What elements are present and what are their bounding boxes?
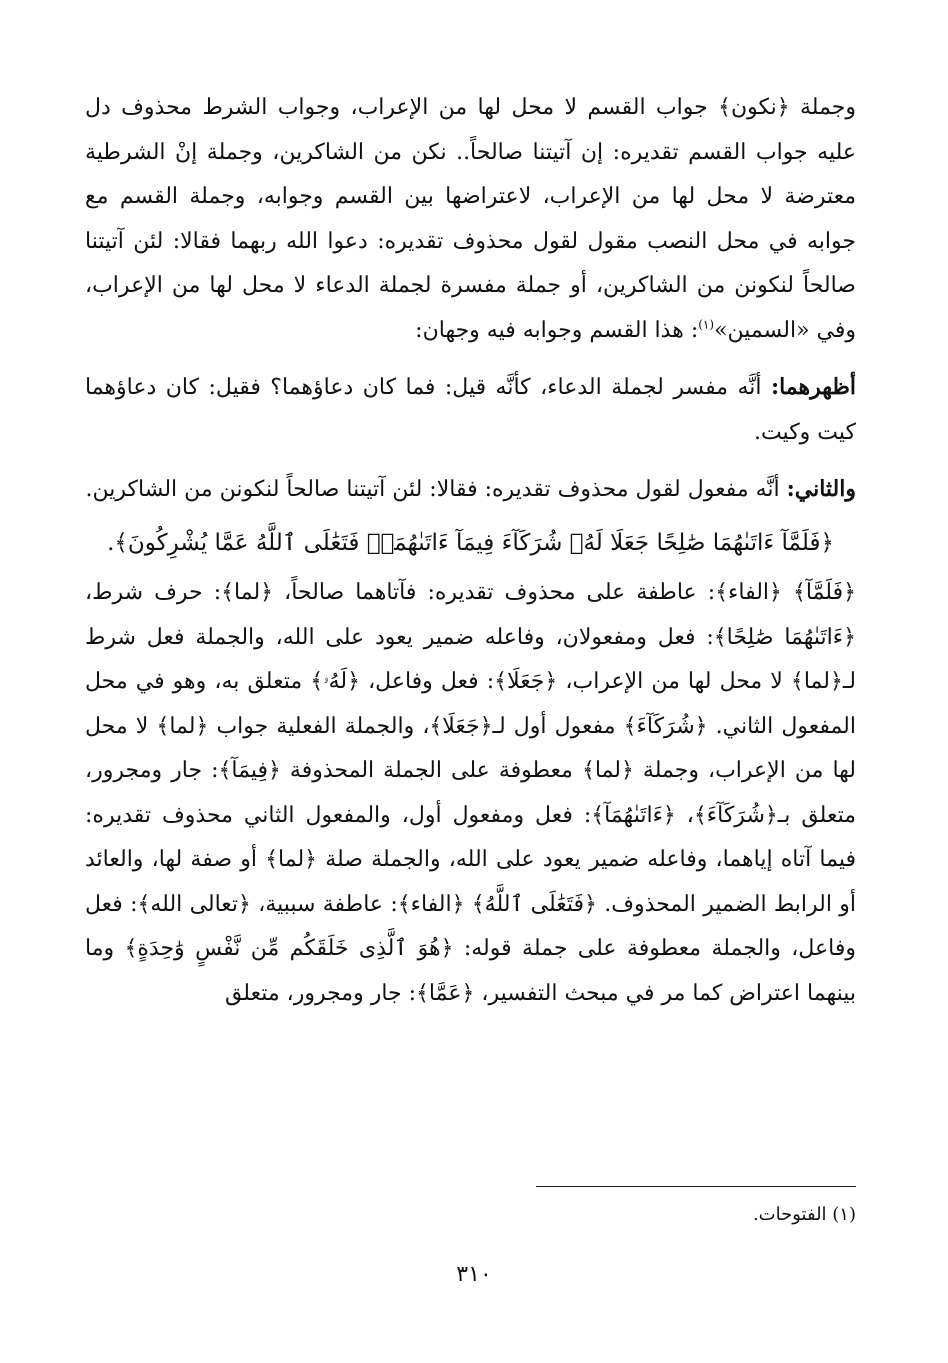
paragraph-intro-ending: : هذا القسم وجوابه فيه وجهان: [415,317,699,343]
paragraph-second-view [85,467,856,513]
second-view-heading: والثاني: [786,476,856,502]
grammar-analysis: ﴿فَلَمَّآ﴾ ﴿الفاء﴾: عاطفة على محذوف تقديره: فآتاهما صالحاً، ﴿لما﴾: حرف شرط، ﴿ءَاتَىٰهُمَا صَٰلِحًا﴾: فعل ومفعولان، وفاعله ضمير يعود على الله، والجملة فعل شرط لـ﴿لما﴾ لا محل لها من الإعراب، ﴿جَعَلَا﴾: فعل وفاعل، ﴿لَهُۥ﴾ متعلق به، وهو في محل المفعول الثاني. ﴿شُرَكَآءَ﴾ مفعول أول لـ﴿جَعَلَا﴾، والجملة الفعلية جواب ﴿لما﴾ لا محل لها من الإعراب، وجملة ﴿لما﴾ معطوفة على الجملة المحذوفة ﴿فِيمَآ﴾: جار ومجرور، متعلق بـ﴿شُرَكَآءَ﴾، ﴿ءَاتَىٰهُمَآ﴾: فعل ومفعول أول، والمفعول الثاني محذوف تقديره: فيما آتاه إياهما، وفاعله ضمير يعود على الله، والجملة صلة ﴿لما﴾ أو صفة لها، والعائد أو الرابط الضمير المحذوف. ﴿فَتَعَٰلَى ٱللَّهُ﴾ ﴿الفاء﴾: عاطفة سببية، ﴿تعالى الله﴾: فعل وفاعل، والجملة معطوفة على جملة قوله: ﴿هُوَ ٱلَّذِى خَلَقَكُم مِّن نَّفْسٍ وَٰحِدَةٍ﴾ وما بينهما اعتراض كما مر في مبحث التفسير، ﴿عَمَّا﴾: جار ومجرور، متعلق [85,580,856,1006]
body-text [85,86,856,1016]
quran-verse: ﴿فَلَمَّآ ءَاتَىٰهُمَا صَٰلِحًا جَعَلَا لَهُۥ شُرَكَآءَ فِيمَآ ءَاتَىٰهُمَاۚ فَتَعَٰلَى ٱللَّهُ عَمَّا يُشْرِكُونَ﴾. [107,529,834,556]
paragraph-intro-text: وجملة ﴿نكون﴾ جواب القسم لا محل لها من الإعراب، وجواب الشرط محذوف دل عليه جواب القسم تقديره: إن آتيتنا صالحاً.. نكن من الشاكرين، وجملة إنْ الشرطية معترضة لا محل لها من الإعراب، لاعتراضها بين القسم وجوابه، وجملة القسم مع جوابه في محل النصب مقول لقول محذوف تقديره: دعوا الله ربهما فقالا: لئن آتيتنا صالحاً لنكونن من الشاكرين، أو جملة مفسرة لجملة الدعاء لا محل لها من الإعراب، وفي «السمين» [85,95,856,343]
page-number: ٣١٠ [456,1262,492,1287]
footnote: (١) الفتوحات. [752,1204,856,1225]
first-view-text: أنَّه مفسر لجملة الدعاء، كأنَّه قيل: فما كان دعاؤهما؟ فقيل: كان دعاؤهما كيت وكيت. [85,375,856,445]
first-view-heading: أظهرهما: [770,374,856,400]
paragraph-first-view [85,365,856,455]
footnote-divider [536,1186,856,1187]
footnote-marker: (١) [698,317,715,332]
second-view-text: أنَّه مفعول لقول محذوف تقديره: فقالا: لئن آتيتنا صالحاً لنكونن من الشاكرين. [85,477,787,502]
paragraph-intro [85,86,856,353]
